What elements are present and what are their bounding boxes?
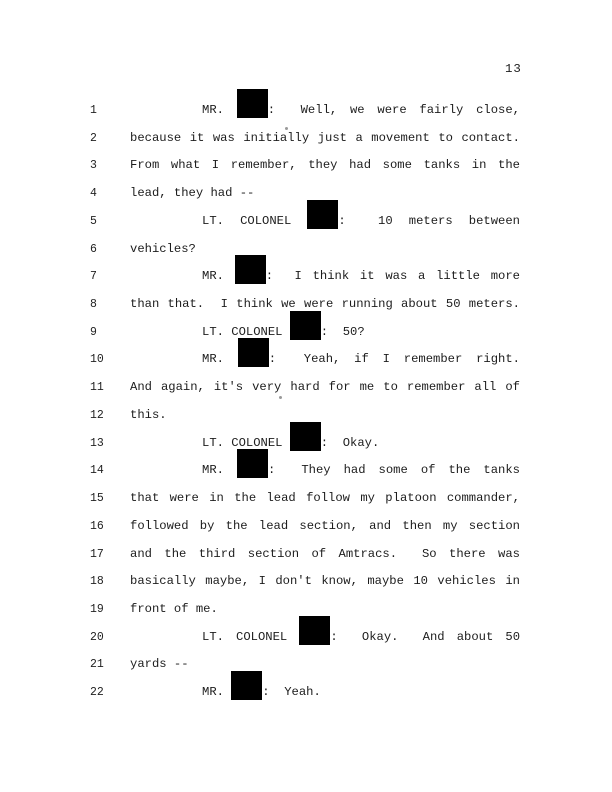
transcript-line [90,457,520,485]
redaction-box [290,436,321,446]
line-text-segment: and the third section of Amtracs. So there was [130,546,520,561]
line-number: 20 [90,630,104,644]
line-text [130,97,520,125]
line-text-segment: front of me. [130,601,218,616]
redaction-box [235,269,266,279]
transcript-line [90,263,520,291]
line-number: 15 [90,492,104,506]
transcript-line [90,208,520,236]
line-text [130,541,520,569]
line-text [130,624,520,652]
line-number: 6 [90,242,97,256]
line-number: 11 [90,381,104,395]
transcript-line [90,485,520,513]
line-text-segment: : Yeah. [262,685,321,700]
line-text [130,125,520,153]
line-text-segment: : They had some of the tanks [267,463,520,478]
line-text-segment: And again, it's very hard for me to remember all of [130,380,520,395]
transcript-body [90,97,520,707]
transcript-line [90,180,520,208]
line-number: 16 [90,519,104,533]
line-number: 17 [90,547,104,561]
transcript-line [90,568,520,596]
line-number: 21 [90,658,104,672]
line-text [130,319,520,347]
transcript-line [90,624,520,652]
line-number: 7 [90,270,97,284]
line-text-segment: : Okay. And about 50 [330,629,521,644]
line-text-segment: that were in the lead follow my platoon commander, [130,491,520,506]
transcript-line [90,513,520,541]
transcript-line [90,541,520,569]
line-text [130,152,520,180]
scan-speck [279,396,282,399]
transcript-line [90,125,520,153]
line-text-segment: LT. COLONEL [202,324,290,339]
line-number: 10 [90,353,104,367]
line-text-segment: this. [130,407,167,422]
line-text-segment: LT. COLONEL [202,435,290,450]
line-text-segment: : Yeah, if I remember right. [268,352,520,367]
line-text [130,208,520,236]
line-text-segment: lead, they had -- [130,186,255,201]
redaction-box [237,463,268,473]
line-number: 13 [90,436,104,450]
transcript-line [90,430,520,458]
line-number: 5 [90,214,97,228]
line-text-segment: : 50? [320,324,365,339]
line-number: 2 [90,131,97,145]
line-text-segment: MR. [202,103,237,117]
line-text-segment: : Well, we were fairly close, [267,103,520,117]
line-text-segment: : Okay. [320,435,380,450]
line-text-segment: : I think it was a little more [265,269,520,284]
line-text [130,402,520,430]
transcript-line [90,319,520,347]
line-text-segment: than that. I think we were running about 50 meters. [130,297,520,312]
line-number: 3 [90,159,97,173]
line-number: 14 [90,464,104,478]
line-text-segment: From what I remember, they had some tanks in the [130,158,520,173]
line-text-segment: yards -- [130,657,189,672]
redaction-box [238,352,269,362]
line-text [130,430,520,458]
line-text [130,485,520,513]
transcript-line [90,236,520,264]
line-text-segment: MR. [202,685,232,700]
line-text [130,568,520,596]
line-number: 22 [90,686,104,700]
line-text [130,513,520,541]
line-text-segment: vehicles? [130,241,196,256]
line-number: 8 [90,298,97,312]
line-text [130,346,520,374]
transcript-line [90,97,520,125]
line-text-segment: MR. [202,269,235,284]
line-text-segment: : 10 meters between [338,213,520,228]
page-number: 13 [505,62,522,76]
scan-speck [285,127,288,130]
transcript-line [90,152,520,180]
line-text-segment: basically maybe, I don't know, maybe 10 vehicles in [130,574,520,589]
line-text-segment: followed by the lead section, and then my section [130,518,520,533]
line-text-segment: because it was initially just a movement to contact. [130,130,520,145]
line-number: 12 [90,408,104,422]
line-number: 19 [90,602,104,616]
line-text [130,679,520,707]
line-number: 1 [90,104,97,117]
transcript-line [90,374,520,402]
redaction-box [307,214,338,224]
redaction-box [290,325,321,335]
transcript-line [90,346,520,374]
line-text-segment: LT. COLONEL [202,629,300,644]
line-text-segment: LT. COLONEL [202,213,308,228]
line-text [130,651,520,679]
line-text [130,236,520,264]
line-text [130,291,520,319]
line-number: 4 [90,187,97,201]
line-number: 9 [90,325,97,339]
line-text [130,457,520,485]
line-text [130,263,520,291]
line-text-segment: MR. [202,463,237,478]
redaction-box [237,103,268,113]
transcript-line [90,651,520,679]
transcript-line [90,679,520,707]
redaction-box [231,685,262,695]
redaction-box [299,630,330,640]
line-number: 18 [90,575,104,589]
line-text [130,374,520,402]
line-text-segment: MR. [202,352,238,367]
